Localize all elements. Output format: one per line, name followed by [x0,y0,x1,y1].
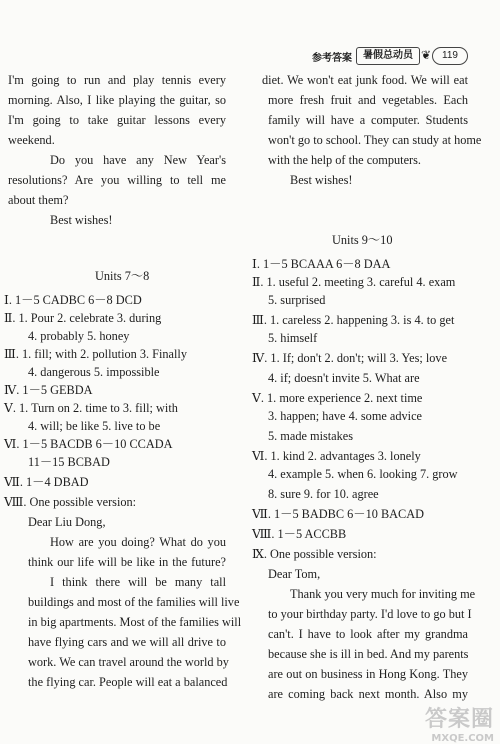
left-text-line: I think there will be many tall [50,575,226,589]
left-text-line: I'm going to run and play tennis every [8,73,226,87]
left-text-line: Ⅰ. 1－5 CADBC 6－8 DCD [4,293,142,307]
right-text-line: Best wishes! [290,173,353,187]
left-text-line: Ⅲ. 1. fill; with 2. pollution 3. Finally [4,347,187,361]
left-text-line: Ⅷ. One possible version: [4,495,137,509]
right-text-line: Ⅲ. 1. careless 2. happening 3. is 4. to get [252,313,455,327]
right-text-line: Ⅷ. 1－5 ACCBB [252,527,347,541]
left-text-line: Units 7～8 [95,269,150,283]
right-text-line: are coming back next month. Also my [268,687,468,701]
left-text-line: buildings and most of the families will live [28,595,240,609]
left-text-line: in big apartments. Most of the families will [28,615,242,629]
left-text-line: Dear Liu Dong, [28,515,106,529]
right-text-line: 4. if; doesn't invite 5. What are [268,371,420,385]
right-text-line: Dear Tom, [268,567,321,581]
left-text-line: Ⅳ. 1－5 GEBDA [4,383,93,397]
right-text-line: Units 9～10 [332,233,393,247]
watermark-sub: MXQE.COM [431,733,494,744]
right-text-line: more fresh fruit and vegetables. Each [268,93,468,107]
right-text-line: 8. sure 9. for 10. agree [268,487,379,501]
left-text-line: 11－15 BCBAD [28,455,110,469]
right-text-line: Ⅵ. 1. kind 2. advantages 3. lonely [252,449,421,463]
left-text-line: 4. dangerous 5. impossible [28,365,160,379]
right-text-line: can't. I have to look after my grandma [268,627,468,641]
right-text-line: 4. example 5. when 6. looking 7. grow [268,467,458,481]
left-text-line: Ⅶ. 1－4 DBAD [4,475,89,489]
right-text-line: 5. made mistakes [268,429,354,443]
left-text-line: Ⅱ. 1. Pour 2. celebrate 3. during [4,311,162,325]
left-text-line: How are you doing? What do you [50,535,226,549]
page-header [0,46,500,68]
left-text-line: Best wishes! [50,213,113,227]
page-number: 119 [432,47,468,65]
watermark-main: 答案圈 [424,707,494,732]
left-text-line: 4. probably 5. honey [28,329,130,343]
left-text-line: have flying cars and we will all drive to [28,635,226,649]
right-text-line: won't go to school. They can study at home [268,133,482,147]
left-text-line: about them? [8,193,69,207]
left-text-line: morning. Also, I like playing the guitar, so [8,93,226,107]
left-text-line: 4. will; be like 5. live to be [28,419,161,433]
watermark-logo [425,702,494,744]
right-text-line: family will have a computer. Students [268,113,468,127]
left-text-line: resolutions? Are you willing to tell me [8,173,226,187]
left-text-line: I'm going to take guitar lessons every [8,113,226,127]
right-text-line: Ⅸ. One possible version: [252,547,377,561]
right-text-line: are out on business in Hong Kong. They [268,667,468,681]
right-text-line: Ⅶ. 1－5 BADBC 6－10 BACAD [252,507,424,521]
left-text-line: the flying car. People will eat a balanced [28,675,228,689]
leaf-icon: ❦ [421,48,432,62]
right-text-line: with the help of the computers. [268,153,421,167]
right-text-line: 5. himself [268,331,318,345]
header-section-title: 参考答案 [312,53,352,64]
right-text-line: Ⅱ. 1. useful 2. meeting 3. careful 4. exam [252,275,456,289]
right-text-line: Ⅰ. 1－5 BCAAA 6－8 DAA [252,257,391,271]
left-text-line: think our life will be like in the future? [28,555,226,569]
right-text-line: Thank you very much for inviting me [290,587,476,601]
left-text-line: work. We can travel around the world by [28,655,229,669]
right-text-line: diet. We won't eat junk food. We will eat [262,73,468,87]
right-text-line: because she is ill in bed. And my parents [268,647,469,661]
left-text-line: Do you have any New Year's [50,153,226,167]
right-text-line: 5. surprised [268,293,326,307]
header-book-title: 暑假总动员 [356,47,420,65]
right-text-line: Ⅴ. 1. more experience 2. next time [252,391,423,405]
left-text-line: weekend. [8,133,55,147]
left-text-line: Ⅵ. 1－5 BACDB 6－10 CCADA [4,437,173,451]
right-text-line: Ⅳ. 1. If; don't 2. don't; will 3. Yes; love [252,351,448,365]
right-text-line: to your birthday party. I'd love to go but I [268,607,472,621]
left-text-line: Ⅴ. 1. Turn on 2. time to 3. fill; with [4,401,178,415]
right-text-line: 3. happen; have 4. some advice [268,409,422,423]
